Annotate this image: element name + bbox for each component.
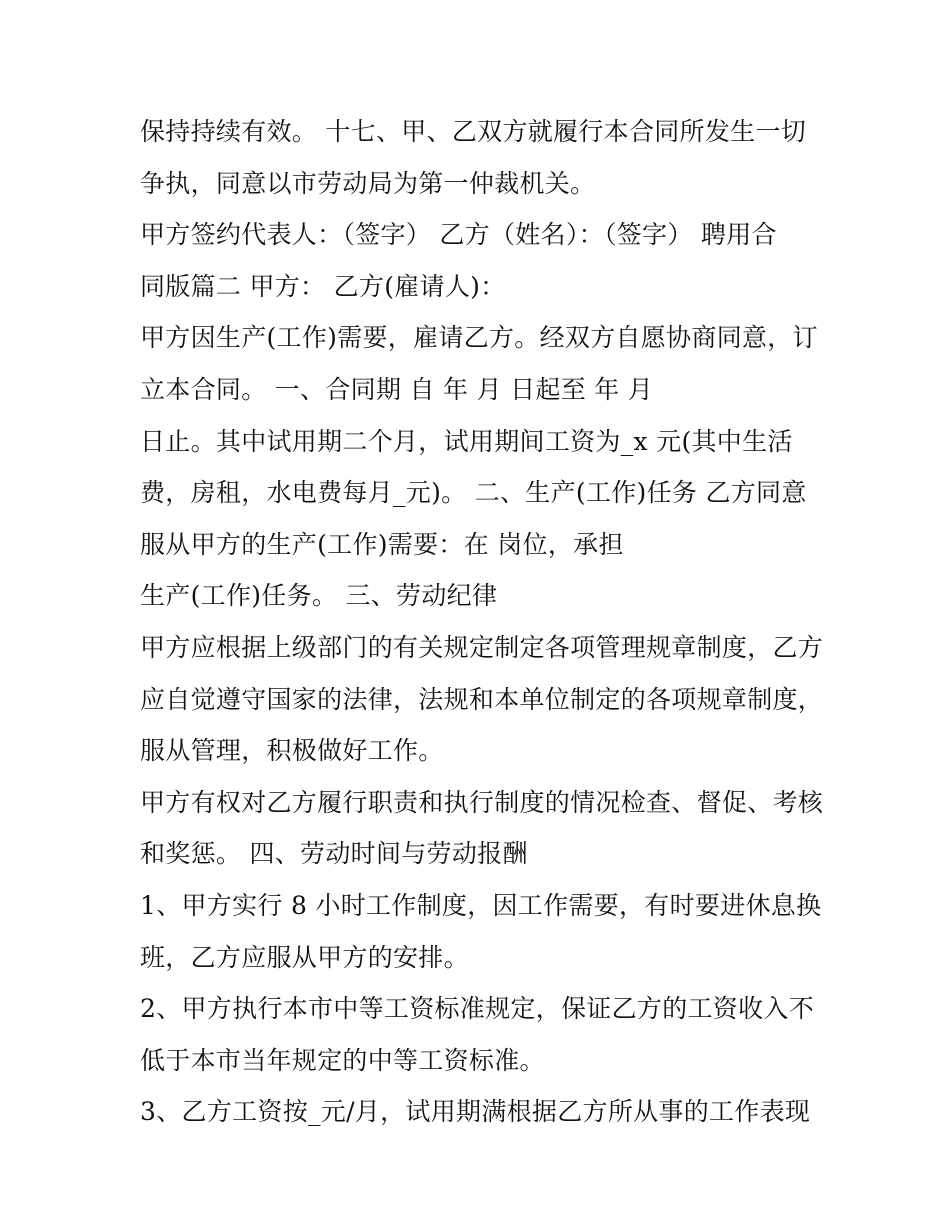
text-line: 服从甲方的生产(工作)需要：在 岗位，承担 bbox=[140, 529, 624, 559]
text-line: 立本合同。 一、合同期 自 年 月 日起至 年 月 bbox=[140, 374, 654, 404]
contract-text-body bbox=[140, 106, 840, 1138]
text-line: 同版篇二 甲方： 乙方(雇请人)： bbox=[140, 271, 506, 301]
text-line: 低于本市当年规定的中等工资标准。 bbox=[140, 1045, 545, 1075]
text-line: 日止。其中试用期二个月，试用期间工资为_x 元(其中生活 bbox=[140, 426, 793, 456]
text-line: 保持持续有效。 十七、甲、乙双方就履行本合同所发生一切 bbox=[140, 117, 807, 146]
text-line: 应自觉遵守国家的法律，法规和本单位制定的各项规章制度， bbox=[140, 684, 824, 714]
text-line: 甲方应根据上级部门的有关规定制定各项管理规章制度，乙方 bbox=[140, 632, 824, 662]
text-line: 甲方签约代表人：（签字） 乙方（姓名）：（签字） 聘用合 bbox=[140, 220, 777, 250]
text-line: 甲方因生产(工作)需要，雇请乙方。经双方自愿协商同意，订 bbox=[140, 323, 818, 353]
text-line: 生产(工作)任务。 三、劳动纪律 bbox=[140, 581, 498, 611]
text-line: 服从管理，积极做好工作。 bbox=[140, 736, 444, 766]
text-line: 3、乙方工资按_元/月，试用期满根据乙方所从事的工作表现 bbox=[140, 1097, 811, 1127]
text-line: 班，乙方应服从甲方的安排。 bbox=[140, 942, 469, 972]
text-line: 2、甲方执行本市中等工资标准规定，保证乙方的工资收入不 bbox=[140, 994, 815, 1024]
text-line: 甲方有权对乙方履行职责和执行制度的情况检查、督促、考核 bbox=[140, 787, 824, 817]
text-line: 费，房租，水电费每月_元)。 二、生产(工作)任务 乙方同意 bbox=[140, 478, 807, 508]
text-line: 1、甲方实行 8 小时工作制度，因工作需要，有时要进休息换 bbox=[140, 890, 822, 920]
text-line: 和奖惩。 四、劳动时间与劳动报酬 bbox=[140, 839, 528, 869]
text-line: 争执，同意以市劳动局为第一仲裁机关。 bbox=[140, 168, 596, 198]
